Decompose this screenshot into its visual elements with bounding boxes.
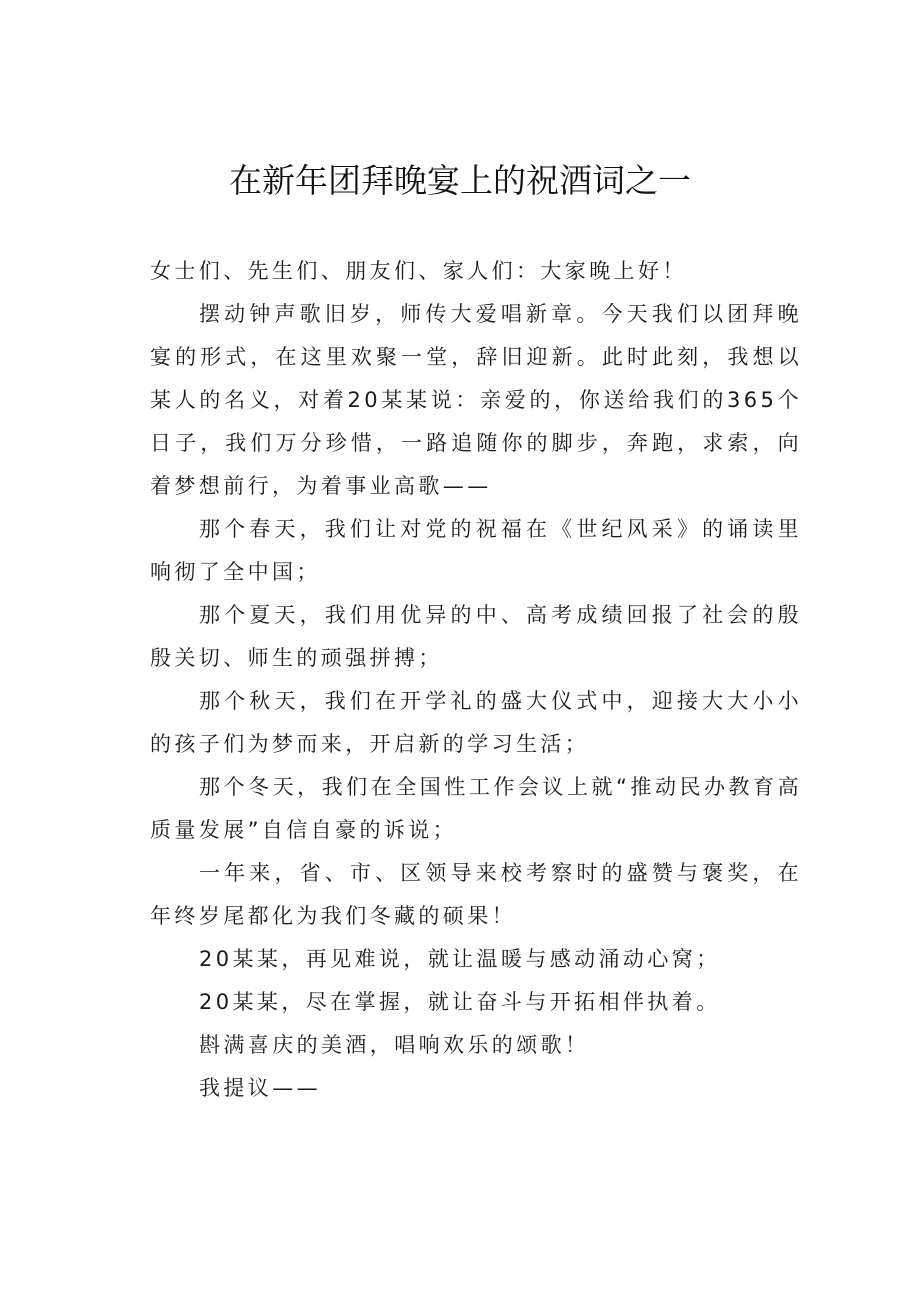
paragraph: 一年来，省、市、区领导来校考察时的盛赞与褒奖，在年终岁尾都化为我们冬藏的硕果！ <box>150 861 802 928</box>
paragraph: 那个秋天，我们在开学礼的盛大仪式中，迎接大大小小的孩子们为梦而来，开启新的学习生活； <box>150 689 802 756</box>
paragraph: 斟满喜庆的美酒，唱响欢乐的颂歌！ <box>199 1033 590 1057</box>
paragraph: 那个夏天，我们用优异的中、高考成绩回报了社会的殷殷关切、师生的顽强拼搏； <box>150 603 802 670</box>
paragraph: 那个春天，我们让对党的祝福在《世纪风采》的诵读里响彻了全中国； <box>150 517 802 584</box>
document-title: 在新年团拜晚宴上的祝酒词之一 <box>229 161 691 200</box>
document-body <box>150 250 802 1110</box>
paragraph: 摆动钟声歌旧岁，师传大爱唱新章。今天我们以团拜晚宴的形式，在这里欢聚一堂，辞旧迎新。此时此刻，我想以某人的名义，对着20某某说：亲爱的，你送给我们的365个日子，我们万分珍惜，一路追随你的脚步，奔跑，求索，向着梦想前行，为着事业高歌—— <box>150 302 802 498</box>
paragraph: 20某某，尽在掌握，就让奋斗与开拓相伴执着。 <box>199 990 721 1014</box>
paragraph: 那个冬天，我们在全国性工作会议上就“推动民办教育高质量发展”自信自豪的诉说； <box>150 775 802 842</box>
paragraph: 20某某，再见难说，就让温暖与感动涌动心窝； <box>199 947 721 971</box>
paragraph: 我提议—— <box>199 1076 321 1100</box>
greeting: 女士们、先生们、朋友们、家人们：大家晚上好！ <box>150 259 687 283</box>
